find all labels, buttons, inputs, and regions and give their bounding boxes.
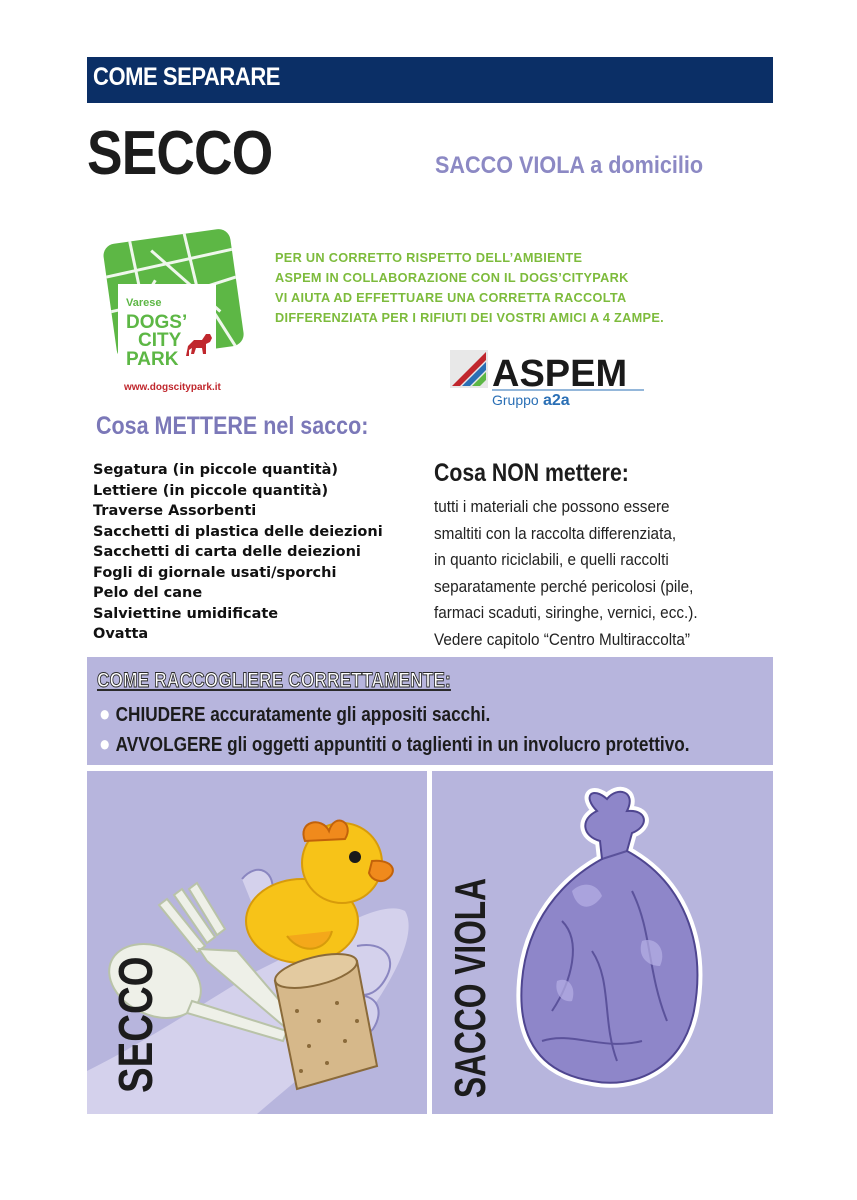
intro-line: VI AIUTA AD EFFETTUARE UNA CORRETTA RACCOLTA — [275, 290, 627, 305]
not-put-line: separatamente perché pericolosi (pile, — [434, 576, 694, 596]
not-put-title: Cosa NON mettere: — [434, 459, 629, 487]
collect-box — [87, 657, 773, 765]
logo-city: Varese — [126, 297, 162, 309]
list-item: Segatura (in piccole quantità) — [93, 462, 339, 478]
list-item: Traverse Assorbenti — [93, 503, 257, 519]
logo-word-park: PARK — [126, 349, 179, 370]
intro-line: PER UN CORRETTO RISPETTO DELL’AMBIENTE — [275, 250, 583, 265]
intro-line: ASPEM IN COLLABORAZIONE CON IL DOGS’CITYPARK — [275, 270, 629, 285]
collect-title: COME RACCOGLIERE CORRETTAMENTE: — [97, 669, 451, 692]
not-put-line: smaltiti con la raccolta differenziata, — [434, 523, 677, 543]
header-bar — [87, 57, 773, 103]
logo-word-city: CITY — [138, 330, 182, 351]
page-title: SECCO — [87, 119, 273, 188]
aspem-group: Gruppo — [492, 392, 539, 408]
subtitle-rest: a domicilio — [584, 152, 704, 179]
aspem-logo — [448, 346, 648, 410]
put-list — [93, 460, 383, 645]
bullet-icon: ● — [99, 731, 111, 756]
collect-item-bold: CHIUDERE — [115, 704, 206, 726]
not-put-line: in quanto riciclabili, e quelli raccolti — [434, 550, 669, 569]
list-item: Fogli di giornale usati/sporchi — [93, 564, 337, 581]
sacco-viola-panel — [432, 771, 773, 1114]
collect-item — [99, 701, 490, 727]
not-put-line: farmaci scaduti, siringhe, vernici, ecc.). — [434, 603, 698, 622]
not-put-text — [434, 494, 758, 653]
list-item: Pelo del cane — [93, 585, 203, 601]
bullet-icon: ● — [99, 701, 111, 726]
put-title: Cosa METTERE nel sacco: — [96, 412, 369, 440]
collect-item-rest: accuratamente gli appositi sacchi. — [205, 704, 491, 726]
header-title: COME SEPARARE — [93, 63, 281, 91]
intro-line: DIFFERENZIATA PER I RIFIUTI DEI VOSTRI AMICI A 4 ZAMPE. — [275, 310, 664, 325]
secco-panel — [87, 771, 427, 1114]
trash-bag-icon — [521, 792, 697, 1083]
aspem-name: ASPEM — [492, 353, 628, 395]
dogs-city-park-logo — [98, 228, 248, 398]
subtitle — [435, 152, 703, 180]
sacco-viola-label: SACCO VIOLA — [446, 877, 495, 1098]
intro-text — [275, 248, 664, 328]
aspem-group-brand: a2a — [543, 392, 570, 409]
list-item: Lettiere (in piccole quantità) — [93, 482, 329, 499]
list-item: Sacchetti di carta delle deiezioni — [93, 544, 361, 560]
aspem-mark-icon — [450, 350, 488, 388]
list-item: Ovatta — [93, 626, 149, 642]
collect-item-rest: gli oggetti appuntiti o taglienti in un involucro protettivo. — [222, 734, 690, 756]
subtitle-bold: SACCO VIOLA — [435, 152, 585, 179]
not-put-line: tutti i materiali che possono essere — [434, 497, 670, 516]
not-put-line: Vedere capitolo “Centro Multiraccolta” — [434, 629, 690, 649]
logo-url: www.dogscitypark.it — [124, 382, 221, 393]
collect-item — [99, 731, 690, 757]
logo-word-dogs: DOGS’ — [126, 312, 188, 333]
collect-item-bold: AVVOLGERE — [115, 734, 223, 756]
list-item: Salviettine umidificate — [93, 605, 279, 622]
secco-label: SECCO — [110, 956, 163, 1093]
list-item: Sacchetti di plastica delle deiezioni — [93, 523, 383, 540]
